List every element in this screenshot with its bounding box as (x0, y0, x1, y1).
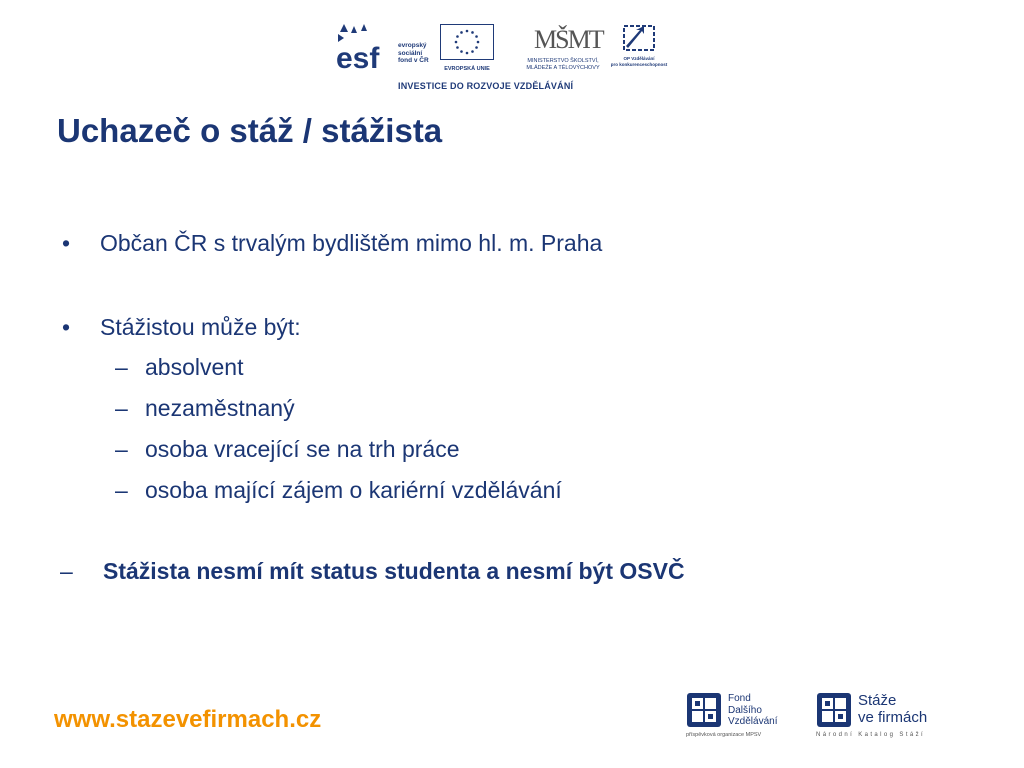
eu-star (455, 41, 458, 44)
bullet-marker: • (62, 314, 71, 340)
note-text: Stážista nesmí mít status studenta a nesmí být OSVČ (103, 558, 685, 584)
sub-item-marker: – (115, 477, 128, 503)
fdv-grid-icon (686, 692, 722, 728)
msmt-mark-icon (530, 22, 603, 56)
svf-logo (816, 690, 956, 742)
msmt-wordmark: MŠMT (534, 25, 603, 54)
fdv-subtitle: příspěvková organizace MPSV (686, 732, 762, 738)
eu-logo (436, 24, 498, 74)
eu-label: EVROPSKÁ UNIE (444, 66, 490, 72)
sub-item-text: osoba vracející se na trh práce (145, 436, 460, 462)
op-line-2: pro konkurenceschopnost (610, 61, 668, 67)
esf-logo (334, 22, 432, 74)
investice-tagline: INVESTICE DO ROZVOJE VZDĚLÁVÁNÍ (398, 81, 574, 91)
fdv-line-2: Dalšího (728, 704, 762, 716)
svf-subtitle: Národní Katalog Stáží (816, 732, 926, 738)
sub-item-text: absolvent (145, 354, 244, 380)
eu-star (471, 50, 474, 53)
op-logo (604, 24, 674, 76)
esf-line-3: fond v ČR (398, 57, 429, 64)
svf-grid-icon (816, 692, 852, 728)
fdv-line-1: Fond (728, 693, 751, 704)
logo-bar (334, 22, 674, 94)
bullet-text: Stážistou může být: (100, 314, 301, 340)
sub-item-text: osoba mající zájem o kariérní vzdělávání (145, 477, 562, 503)
msmt-line-1: MINISTERSTVO ŠKOLSTVÍ, (527, 58, 599, 64)
esf-wordmark: esf (336, 42, 380, 75)
fdv-logo (686, 690, 806, 742)
note-marker: – (60, 558, 73, 584)
sub-item-marker: – (115, 395, 128, 421)
eu-star (460, 31, 463, 34)
eu-star (477, 41, 480, 44)
slide-title: Uchazeč o stáž / stážista (57, 112, 443, 149)
op-line-1: OP Vzdělávání (623, 56, 655, 61)
eu-star (456, 35, 459, 38)
eu-flag-icon (440, 24, 494, 60)
msmt-line-2: MLÁDEŽE A TĚLOVÝCHOVY (526, 65, 600, 71)
fdv-line-3: Vzdělávání (728, 716, 778, 727)
eu-star (466, 30, 469, 33)
op-arrow-icon (620, 24, 658, 54)
svf-line-2: ve firmách (858, 709, 928, 726)
eu-star (471, 31, 474, 34)
sub-item-marker: – (115, 436, 128, 462)
esf-line-2: sociální (398, 49, 423, 57)
msmt-logo (524, 22, 602, 76)
eu-star (460, 50, 463, 53)
eu-star (475, 35, 478, 38)
eu-star (466, 52, 469, 55)
esf-star-icon (334, 22, 396, 74)
website-link[interactable]: www.stazevefirmach.cz (54, 706, 322, 733)
eu-star (456, 46, 459, 49)
sub-item-marker: – (115, 354, 128, 380)
esf-line-1: evropský (398, 42, 427, 49)
svf-line-1: Stáže (858, 692, 897, 709)
sub-item-text: nezaměstnaný (145, 395, 295, 421)
bullet-text: Občan ČR s trvalým bydlištěm mimo hl. m. Praha (100, 230, 603, 256)
bullet-marker: • (62, 230, 71, 256)
eu-star (475, 46, 478, 49)
